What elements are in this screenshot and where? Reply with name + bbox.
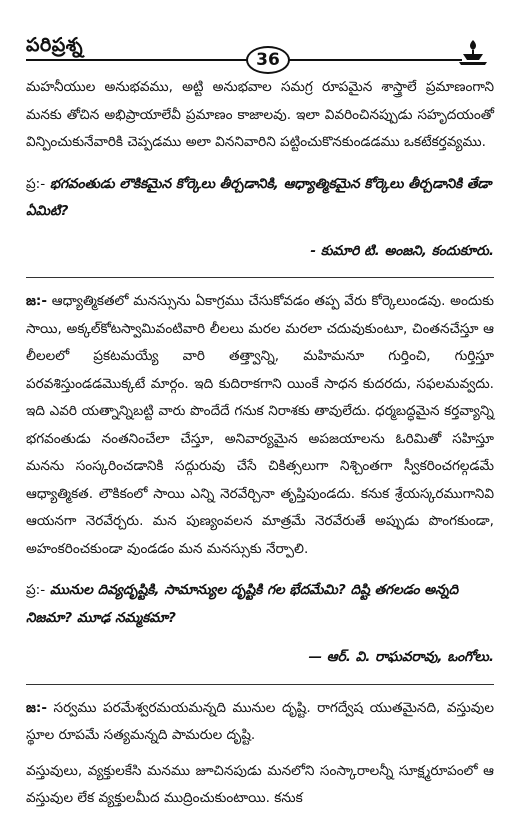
answer-text: సర్వము పరమేశ్వరమయమన్నది మునుల దృష్టి. రాగద్వేష యుతమైనది, వస్తువుల స్థూల రూపమే సత్యమన్నది పామరుల దృష్టి.	[26, 699, 495, 743]
question-text: భగవంతుడు లౌకికమైన కోర్కెలు తీర్చడానికి, ఆధ్యాత్మికమైన కోర్కెలు తీర్చడానికి తేడా ఏమిటి?	[26, 175, 492, 219]
question-prefix: ప్ర:-	[26, 582, 46, 598]
page-number: 36	[246, 46, 290, 74]
running-title: పరిప్రశ్న	[26, 34, 84, 56]
header-rule	[26, 59, 462, 61]
lamp-ornament-icon	[455, 38, 491, 68]
page-body	[26, 74, 494, 813]
answer-text: ఆధ్యాత్మికతలో మనస్సును ఏకాగ్రము చేసుకోవడం తప్ప వేరు కోర్కెలుండవు. అందుకు సాయి, అక్కల్‌కోటస్వామివంటివారి లీలలు మరల మరలా చదువుకుంటూ, చింతనచేస్తూ ఆ లీలలలో ప్రకటమయ్యే వారి తత్త్వాన్ని, మహిమనూ గుర్తించి, గుర్తిస్తూ పరవశిస్తుండడమొక్కటే మార్గం. ఇది కుదిరాకగాని యింకే సాధన కుదరదు, సఫలమవ్వదు. ఇది ఎవరి యత్నాన్నిబట్టి వారు పొందేదే గనుక నిరాశకు తావులేదు. ధర్మబద్ధమైన కర్తవ్యాన్ని భగవంతుడు నంతనించేలా చేస్తూ, అనివార్యమైన అపజయాలను ఓరిమితో సహిస్తూ మనను సంస్కరించడానికి సద్గురువు చేసే చికిత్సలుగా నిశ్చింతగా స్వీకరించగల్గడమే ఆధ్యాత్మికత. లౌకికంలో సాయి ఎన్ని నెరవేర్చినా తృప్తిపుండదు. కనుక శ్రేయస్కరముగానివి ఆయనగా నెరవేర్చరు. మన పుణ్యంవలన మాత్రమే నెరవేరుతే అప్పుడు పొంగకుండా, అహంకరించకుండా వుండడం మన మనస్సుకు నేర్పాలి.	[26, 293, 494, 557]
question-text: మునుల దివ్యదృష్టికి, సామాన్యుల దృష్టికి గల భేదమేమి? దిష్టి తగలడం అన్నది నిజమా? మూఢ నమ్మకమా?	[26, 582, 459, 626]
answer-prefix: జ:-	[26, 293, 48, 309]
answer-2-continued: వస్తువులు, వ్యక్తులకేసి మనము జూచినపుడు మనలోని సంస్కారాలన్నీ సూక్ష్మరూపంలో ఆ వస్తువుల లేక వ్యక్తులమీద ముద్రించుకుంటాయి. కనుక	[26, 762, 494, 806]
question-1	[26, 171, 494, 226]
question-2	[26, 577, 494, 632]
section-divider	[26, 684, 494, 685]
intro-paragraph: మహనీయుల అనుభవము, అట్టి అనుభవాల సమగ్ర రూపమైన శాస్త్రాలే ప్రమాణంగాని మనకు తోచిన అభిప్రాయాలేవీ ప్రమాణం కాజాలవు. ఇలా వివరించినప్పుడు సహృదయంతో విన్పించుకునేవారికి చెప్పడము అలా విననివారిని పట్టించుకొనకుండడము ఒకటేకర్తవ్యము.	[26, 79, 494, 150]
question-prefix: ప్ర:-	[26, 175, 46, 192]
attribution-2: — ఆర్. వి. రాఘవరావు, ఒంగోలు.	[308, 649, 494, 665]
section-divider	[26, 277, 494, 278]
answer-1	[26, 288, 494, 563]
answer-2	[26, 695, 494, 750]
answer-prefix: జ:-	[26, 699, 48, 716]
page-header	[0, 0, 520, 72]
attribution-1: - కుమారి టి. అంజని, కందుకూరు.	[310, 242, 494, 259]
